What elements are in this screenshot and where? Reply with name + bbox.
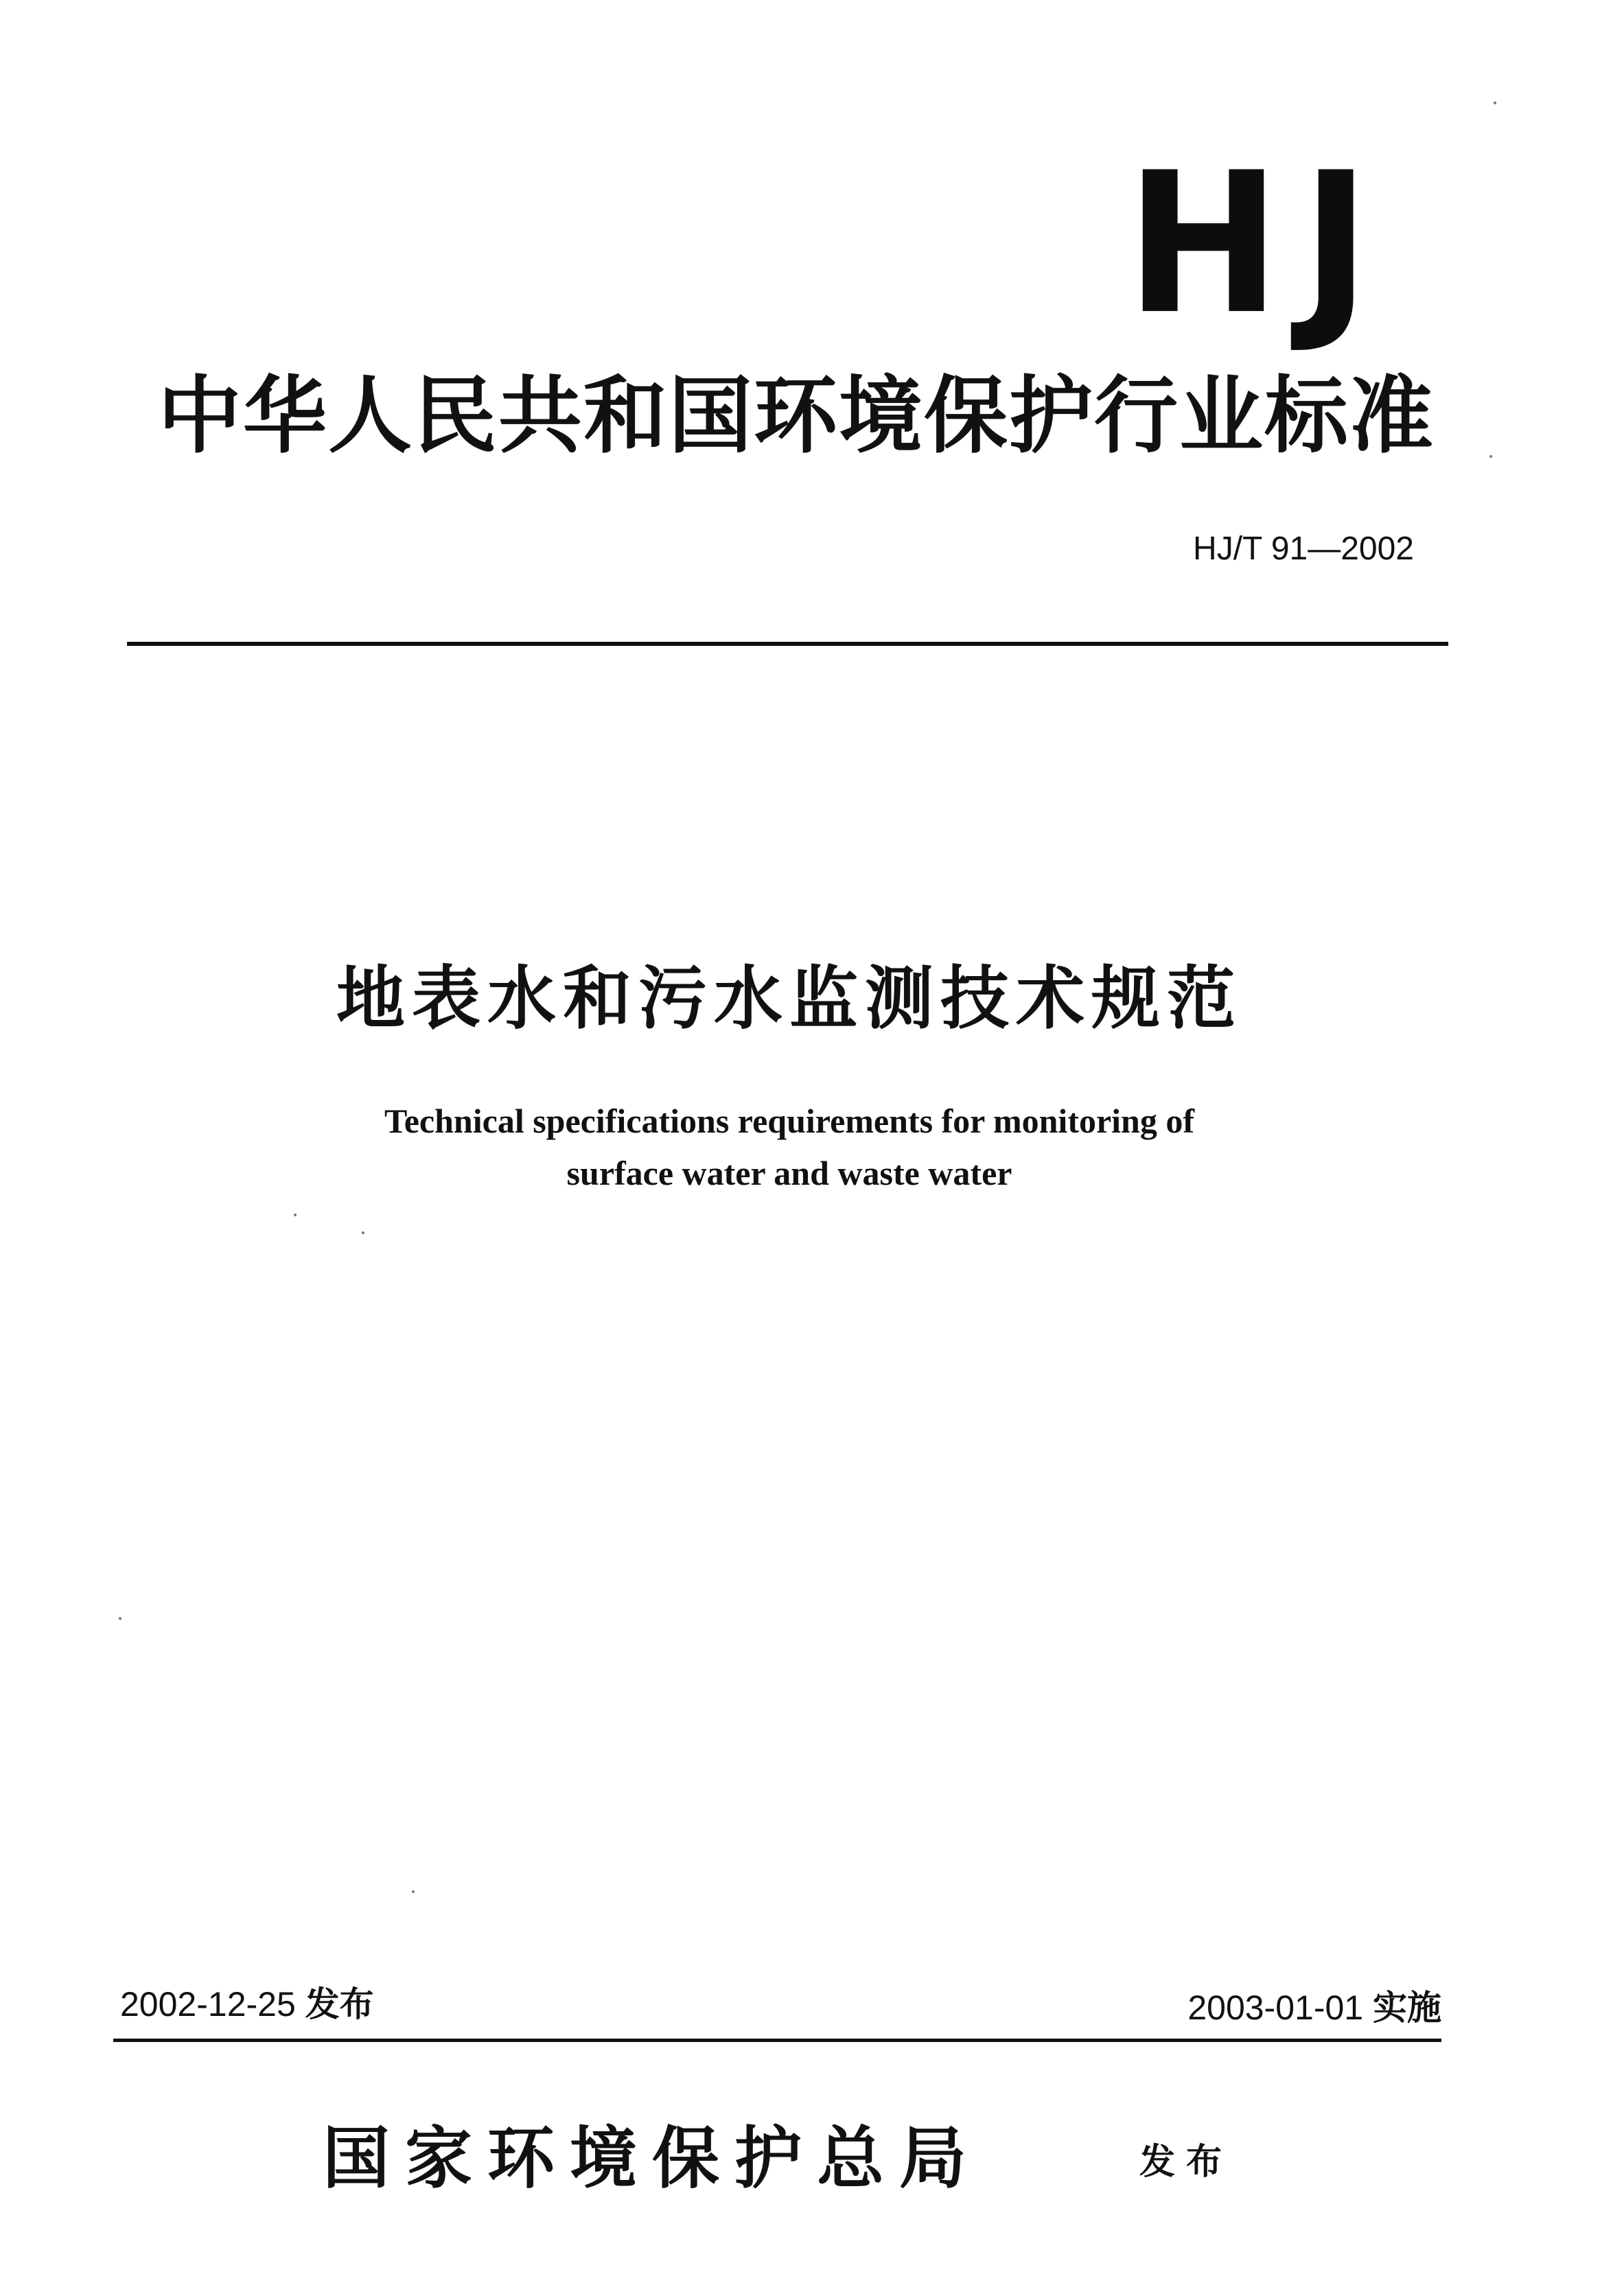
issue-date: 2002-12-25 (120, 1985, 296, 2024)
scan-speck (294, 1214, 297, 1216)
bottom-divider (113, 2039, 1441, 2042)
document-title-en-line-2: surface water and waste water (566, 1154, 1012, 1192)
scan-speck (1494, 102, 1496, 104)
top-divider (127, 642, 1448, 646)
issue-label: 发布 (305, 1984, 374, 2024)
document-title-en-line-1: Technical specifications requirements for monitoring of (384, 1102, 1195, 1140)
effective-date-line (1098, 1987, 1441, 2028)
publisher-suffix: 发布 (1139, 2142, 1233, 2183)
scan-speck (1489, 455, 1492, 458)
hj-logo: HJ (1126, 130, 1391, 358)
category-title: 中华人民共和国环境保护行业标准 (158, 366, 1435, 465)
scan-speck (412, 1890, 415, 1893)
effective-label: 实施 (1373, 1988, 1441, 2028)
publisher-name: 国家环境保护总局 (323, 2119, 982, 2198)
issue-date-line (120, 1984, 374, 2025)
scan-speck (362, 1231, 364, 1234)
document-title-zh: 地表水和污水监测技术规范 (336, 958, 1242, 1039)
scan-speck (119, 1617, 121, 1620)
standard-code: HJ/T 91—2002 (1193, 531, 1414, 567)
effective-date: 2003-01-01 (1187, 1988, 1364, 2027)
document-title-en (0, 1095, 1579, 1199)
